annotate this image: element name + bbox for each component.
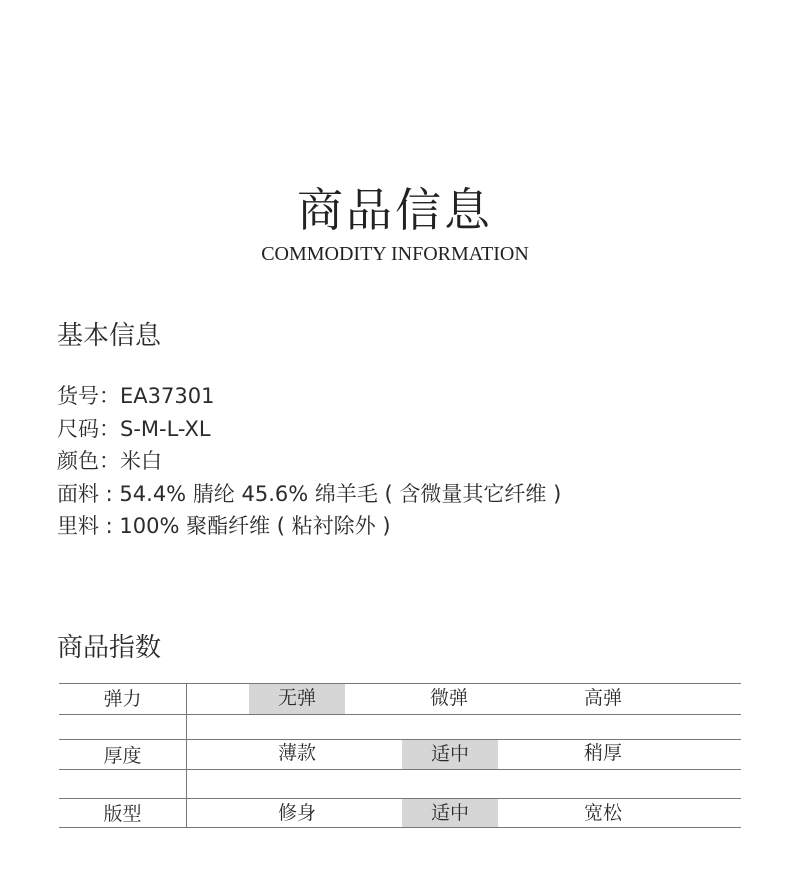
page-title: 商品信息 (297, 183, 493, 237)
index-option-slim: 修身 (277, 802, 316, 824)
index-option-regular-fit: 适中 (402, 799, 498, 827)
index-row-label-fit: 版型 (103, 803, 142, 825)
info-row-size: 尺码：S-M-L-XL (57, 416, 211, 441)
basic-info-list (57, 380, 561, 543)
index-option-thin: 薄款 (277, 742, 316, 764)
basic-info-section-title: 基本信息 (57, 321, 162, 351)
index-option-high-stretch: 高弹 (583, 687, 622, 709)
index-option-slight-stretch: 微弹 (429, 687, 468, 709)
info-row-color: 颜色：米白 (57, 449, 162, 473)
table-line (59, 714, 741, 715)
info-row-lining: 里料 : 100% 聚酯纤维 ( 粘衬除外 ) (57, 514, 391, 538)
index-option-thicker: 稍厚 (583, 742, 622, 764)
page-subtitle: COMMODITY INFORMATION (261, 243, 529, 265)
index-row-label-elasticity: 弹力 (103, 688, 142, 710)
index-option-medium-thickness: 适中 (402, 740, 498, 769)
index-option-no-stretch: 无弹 (249, 684, 345, 714)
product-index-section-title: 商品指数 (57, 633, 162, 663)
info-row-item-number: 货号：EA37301 (57, 384, 215, 408)
info-row-fabric: 面料 : 54.4% 腈纶 45.6% 绵羊毛 ( 含微量其它纤维 ) (57, 481, 562, 506)
index-option-loose: 宽松 (583, 802, 622, 824)
index-row-label-thickness: 厚度 (103, 745, 142, 767)
table-divider (186, 683, 187, 828)
